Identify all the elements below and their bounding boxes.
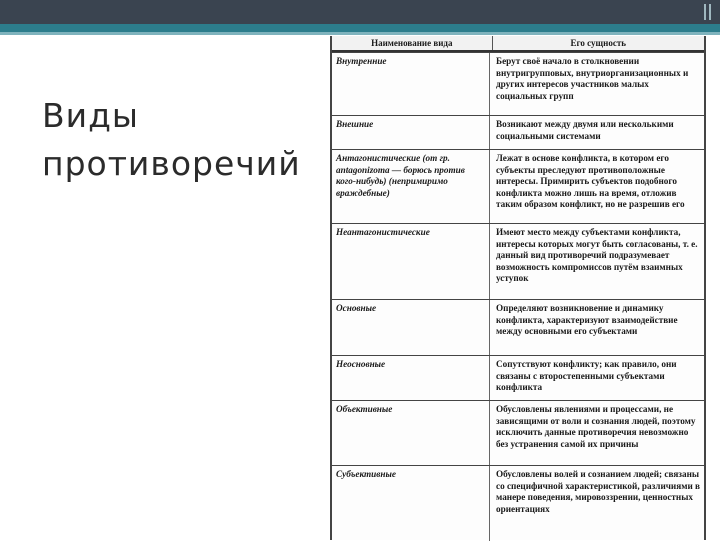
- type-name: Основные: [332, 300, 490, 356]
- accent-stripe-fade: [0, 32, 720, 35]
- type-name: Внешние: [332, 116, 490, 150]
- top-banner: [0, 0, 720, 24]
- type-name: Антагонистические (от гр. antagonizoma — борюсь против кого-нибудь) (непримиримо враждебные): [332, 150, 490, 224]
- table-row: [332, 115, 704, 150]
- table-row: [332, 52, 704, 116]
- header-type-name: Наименование вида: [332, 36, 493, 50]
- type-essence: Лежат в основе конфликта, в котором его субъекты преследуют противоположные интересы. Примирить субъектов подобного конфликта можно лишь на время, отложив таким образом конфликт, но не разрешив его: [496, 153, 685, 209]
- type-essence: Берут своё начало в столкновении внутригрупповых, внутриорганизационных и других интересов участников малых социальных групп: [496, 56, 689, 101]
- table-row: [332, 299, 704, 356]
- table-row: [332, 355, 704, 401]
- table-row: [332, 400, 704, 466]
- slide-corner-ornament-icon: [700, 2, 720, 22]
- contradictions-table: [330, 36, 706, 540]
- type-essence: Определяют возникновение и динамику конфликта, характеризуют взаимодействие между основными его субъектами: [496, 303, 678, 336]
- table-header: [332, 36, 704, 52]
- type-essence: Обусловлены волей и сознанием людей; связаны со специфичной характеристикой, различиями в манере поведения, мировоззрении, ценностных ориентациях: [496, 469, 701, 514]
- type-essence: Имеют место между субъектами конфликта, интересы которых могут быть согласованы, т. е. данный вид противоречий подразумевает возможность компромиссов путём взаимных уступок: [496, 227, 698, 283]
- type-name: Неантагонистические: [332, 224, 490, 300]
- header-essence: Его сущность: [570, 38, 626, 48]
- type-name: Внутренние: [332, 53, 490, 116]
- type-essence: Возникают между двумя или несколькими социальными системами: [496, 119, 674, 141]
- table-row: [332, 465, 704, 541]
- type-name: Объективные: [332, 401, 490, 466]
- slide-title-line-2: противоречий: [42, 144, 301, 183]
- type-name: Неосновные: [332, 356, 490, 401]
- type-essence: Обусловлены явлениями и процессами, не зависящими от воли и сознания людей, поэтому исключить данные противоречия невозможно без устранения самой их причины: [496, 404, 696, 449]
- slide-title-line-1: Виды: [42, 96, 139, 135]
- type-name: Субъективные: [332, 466, 490, 541]
- slide-title: [42, 92, 312, 188]
- table-row: [332, 149, 704, 224]
- type-essence: Сопутствуют конфликту; как правило, они связаны с второстепенными субъектами конфликта: [496, 359, 677, 392]
- accent-stripe: [0, 24, 720, 32]
- table-row: [332, 223, 704, 300]
